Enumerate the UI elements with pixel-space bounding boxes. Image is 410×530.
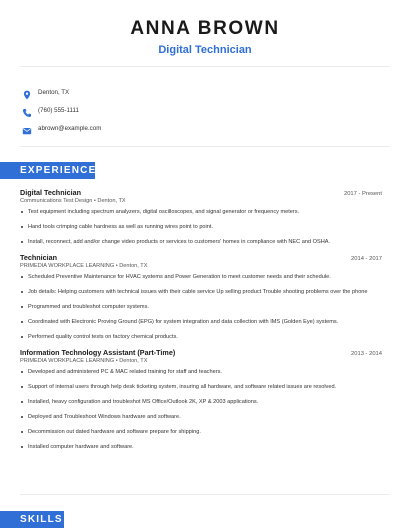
job-bullet: Decommission out dated hardware and software prepare for shipping. bbox=[20, 428, 382, 436]
job-bullet: Coordinated with Electronic Proving Ground (EPG) for system integration and data collection with IMS (Golden Eye) systems. bbox=[20, 318, 382, 326]
contact-phone-text: (760) 555-1111 bbox=[38, 106, 79, 114]
skills-section-banner: SKILLS bbox=[0, 511, 64, 528]
contact-location-text: Denton, TX bbox=[38, 88, 70, 96]
contact-phone bbox=[22, 101, 101, 119]
job-bullet: Installed, heavy configuration and troubleshot MS Office/Outlook 2K, XP & 2003 applications. bbox=[20, 398, 382, 406]
job-entry bbox=[20, 253, 382, 341]
phone-icon bbox=[22, 105, 32, 115]
candidate-title: Digital Technician bbox=[158, 44, 252, 56]
contact-email bbox=[22, 119, 101, 137]
location-pin-icon bbox=[22, 87, 32, 97]
job-bullet: Job details: Helping customers with technical issues with their cable service Up selling product Trouble shooting problems over the phone bbox=[20, 288, 382, 296]
job-dates: 2014 - 2017 bbox=[351, 256, 382, 262]
job-entry bbox=[20, 348, 382, 451]
job-entry bbox=[20, 188, 382, 246]
experience-divider bbox=[20, 494, 390, 495]
job-dates: 2013 - 2014 bbox=[351, 351, 382, 357]
header-divider bbox=[20, 66, 390, 67]
contact-location bbox=[22, 83, 101, 101]
contact-email-text: abrown@example.com bbox=[38, 124, 102, 132]
job-bullet: Hand tools crimping cable hardness as well as running wires point to point. bbox=[20, 223, 382, 231]
experience-section bbox=[20, 188, 382, 458]
job-bullet: Support of internal users through help desk ticketing system, insuring all hardware, and software related issues are resolved. bbox=[20, 383, 382, 391]
job-bullet: Test equipment including spectrum analyzers, digital oscilloscopes, and signal generator or frequency meters. bbox=[20, 208, 382, 216]
job-bullets bbox=[20, 368, 382, 451]
job-bullet: Performed quality control tests on factory chemical products. bbox=[20, 333, 382, 341]
job-bullet: Scheduled Preventive Maintenance for HVAC systems and Power Generation to meet customer needs and their schedule. bbox=[20, 273, 382, 281]
contact-divider bbox=[20, 146, 390, 147]
job-title: Digital Technician bbox=[20, 188, 81, 197]
job-bullet: Install, reconnect, add and/or change video products or services to customers' homes in compliance with NEC and OSHA. bbox=[20, 238, 382, 246]
job-title: Technician bbox=[20, 253, 58, 262]
job-bullet: Deployed and Troubleshoot Windows hardware and software. bbox=[20, 413, 382, 421]
job-title: Information Technology Assistant (Part-Time) bbox=[20, 348, 176, 357]
email-icon bbox=[22, 123, 32, 133]
job-dates: 2017 - Present bbox=[343, 191, 382, 197]
job-company: PRIMEDIA WORKPLACE LEARNING • Denton, TX bbox=[20, 263, 148, 269]
job-bullet: Installed computer hardware and software. bbox=[20, 443, 382, 451]
job-company: Communications Test Design • Denton, TX bbox=[20, 198, 126, 204]
job-bullets bbox=[20, 273, 382, 341]
candidate-name: ANNA BROWN bbox=[130, 18, 280, 39]
job-bullets bbox=[20, 208, 382, 246]
job-bullet: Developed and administered PC & MAC related training for staff and teachers. bbox=[20, 368, 382, 376]
job-company: PRIMEDIA WORKPLACE LEARNING • Denton, TX bbox=[20, 358, 148, 364]
resume-header bbox=[0, 0, 410, 57]
job-bullet: Programmed and troubleshot computer systems. bbox=[20, 303, 382, 311]
experience-section-banner: EXPERIENCE bbox=[0, 162, 95, 179]
contact-info bbox=[22, 83, 101, 137]
